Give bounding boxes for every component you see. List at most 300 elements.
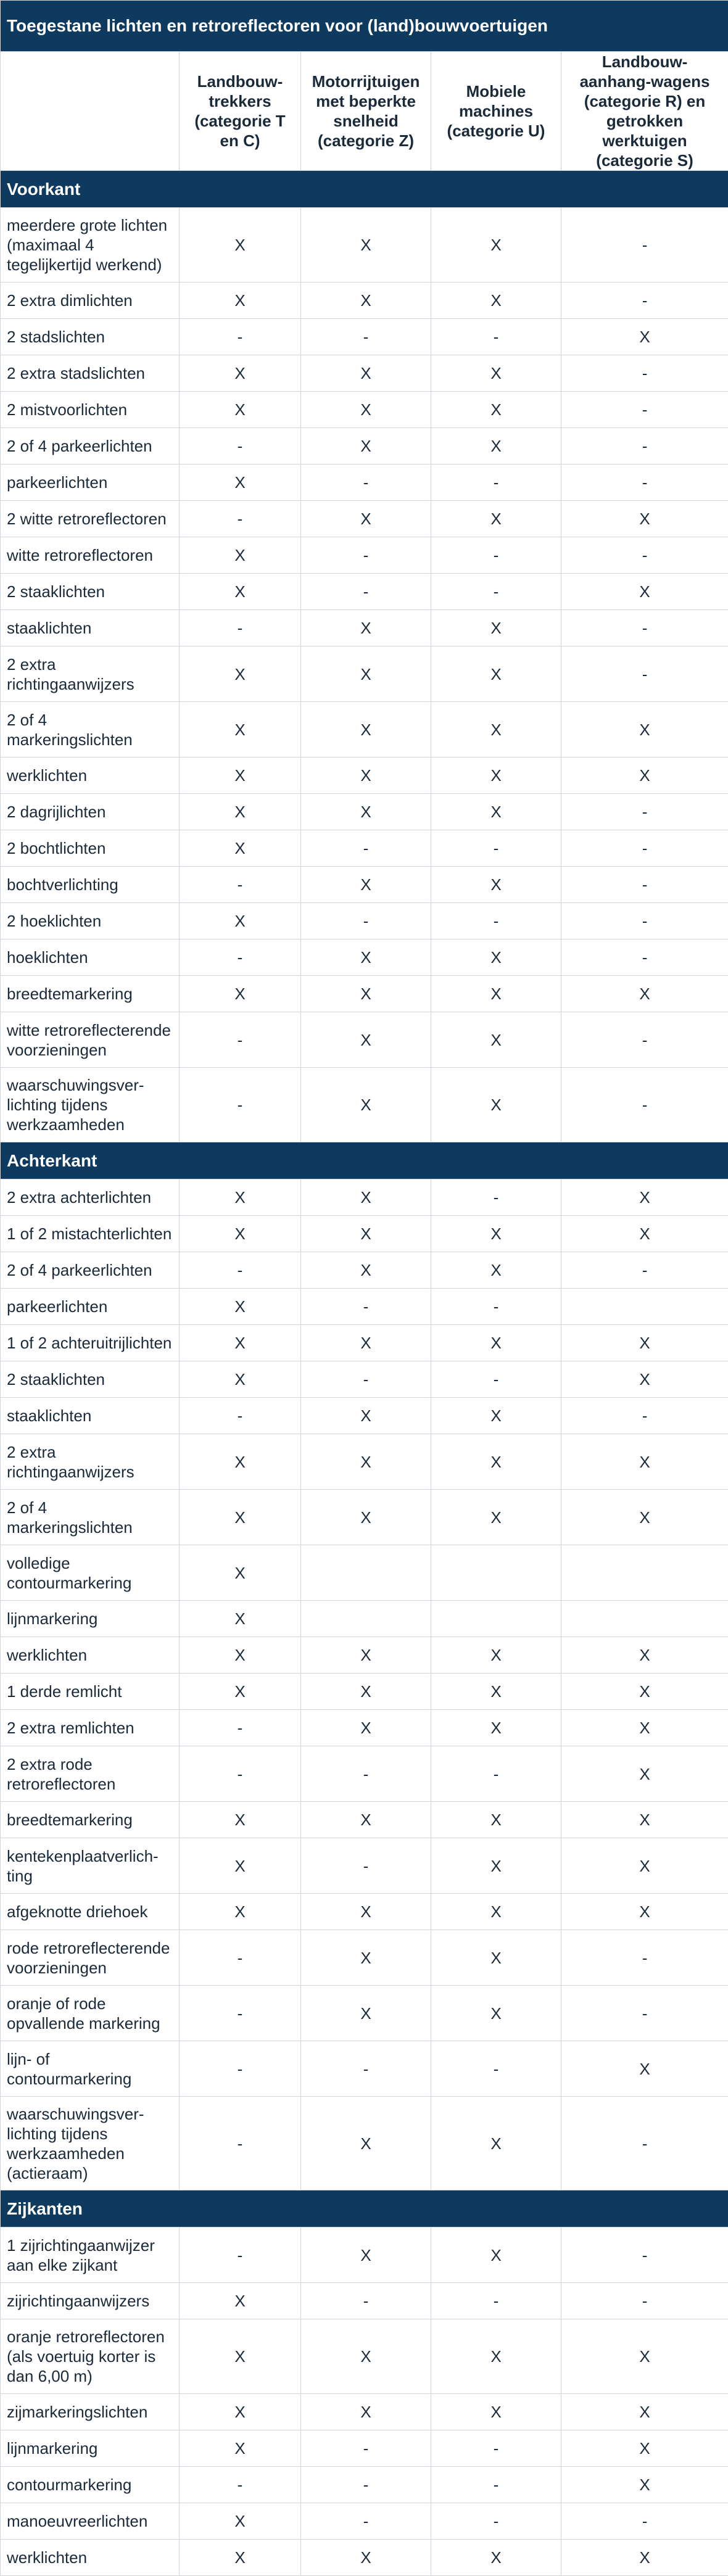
- cell-value: X: [301, 1216, 431, 1252]
- cell-value: -: [561, 1398, 728, 1434]
- row-label: hoeklichten: [1, 939, 180, 976]
- cell-value: X: [431, 283, 561, 319]
- row-label: witte retroreflectoren: [1, 537, 180, 574]
- table-row: [1, 1398, 728, 1434]
- cell-value: X: [431, 702, 561, 758]
- table-row: [1, 1545, 728, 1601]
- cell-value: X: [301, 1930, 431, 1986]
- cell-value: X: [561, 1216, 728, 1252]
- cell-value: X: [180, 1838, 301, 1894]
- cell-value: X: [431, 1710, 561, 1746]
- cell-value: X: [180, 794, 301, 830]
- cell-value: X: [301, 1490, 431, 1545]
- cell-value: X: [180, 1674, 301, 1710]
- cell-value: -: [301, 2041, 431, 2097]
- table-row: [1, 1674, 728, 1710]
- row-label: volledige contourmarkering: [1, 1545, 180, 1601]
- cell-value: -: [180, 2227, 301, 2283]
- cell-value: X: [561, 1490, 728, 1545]
- cell-value: X: [301, 1068, 431, 1142]
- table-row: [1, 1930, 728, 1986]
- cell-value: -: [561, 1252, 728, 1289]
- table-row: [1, 1068, 728, 1142]
- cell-value: -: [301, 537, 431, 574]
- cell-value: X: [180, 1601, 301, 1637]
- row-label: zijmarkeringslichten: [1, 2394, 180, 2430]
- cell-value: -: [301, 1289, 431, 1325]
- cell-value: X: [431, 2097, 561, 2190]
- cell-value: -: [561, 537, 728, 574]
- cell-value: X: [561, 2394, 728, 2430]
- row-label: parkeerlichten: [1, 464, 180, 501]
- cell-value: X: [431, 2319, 561, 2394]
- row-label: 2 of 4 parkeerlichten: [1, 428, 180, 464]
- table-row: [1, 794, 728, 830]
- cell-value: X: [431, 1398, 561, 1434]
- cell-value: -: [431, 1361, 561, 1398]
- cell-value: -: [180, 610, 301, 646]
- cell-value: X: [431, 1490, 561, 1545]
- table-row: [1, 574, 728, 610]
- table-row: [1, 903, 728, 939]
- cell-value: X: [301, 758, 431, 794]
- table-row: [1, 1289, 728, 1325]
- cell-value: X: [180, 1325, 301, 1361]
- cell-value: -: [431, 574, 561, 610]
- cell-value: X: [180, 758, 301, 794]
- cell-value: X: [431, 1325, 561, 1361]
- cell-value: X: [180, 574, 301, 610]
- cell-value: -: [561, 355, 728, 392]
- row-label: 2 hoeklichten: [1, 903, 180, 939]
- cell-value: -: [561, 794, 728, 830]
- cell-value: X: [180, 1637, 301, 1674]
- cell-value: -: [431, 1289, 561, 1325]
- cell-value: -: [180, 501, 301, 537]
- cell-value: X: [431, 208, 561, 283]
- cell-value: X: [431, 1802, 561, 1838]
- cell-value: X: [561, 1179, 728, 1216]
- cell-value: -: [301, 903, 431, 939]
- row-label: 2 of 4 markeringslichten: [1, 1490, 180, 1545]
- table-row: [1, 2283, 728, 2319]
- cell-value: X: [561, 976, 728, 1012]
- row-label: 1 of 2 achteruitrijlichten: [1, 1325, 180, 1361]
- cell-value: X: [431, 1986, 561, 2041]
- cell-value: -: [301, 2503, 431, 2540]
- table-row: [1, 2319, 728, 2394]
- row-label: staaklichten: [1, 1398, 180, 1434]
- cell-value: X: [301, 646, 431, 702]
- row-label: 1 of 2 mistachterlichten: [1, 1216, 180, 1252]
- section-header-voorkant: [1, 171, 728, 208]
- table-row: [1, 1637, 728, 1674]
- row-label: lijnmarkering: [1, 1601, 180, 1637]
- cell-value: -: [431, 2041, 561, 2097]
- row-label: breedtemarkering: [1, 976, 180, 1012]
- cell-value: -: [561, 2503, 728, 2540]
- cell-value: X: [431, 794, 561, 830]
- cell-value: X: [180, 1289, 301, 1325]
- cell-value: X: [301, 1325, 431, 1361]
- row-label: 2 staaklichten: [1, 1361, 180, 1398]
- cell-value: X: [301, 610, 431, 646]
- cell-value: X: [431, 1434, 561, 1490]
- row-label: werklichten: [1, 1637, 180, 1674]
- cell-value: X: [561, 1802, 728, 1838]
- cell-value: X: [561, 319, 728, 355]
- table-row: [1, 392, 728, 428]
- cell-value: -: [301, 1361, 431, 1398]
- table-row: [1, 976, 728, 1012]
- cell-value: X: [180, 976, 301, 1012]
- cell-value: X: [180, 2283, 301, 2319]
- cell-value: X: [180, 2540, 301, 2576]
- cell-value: X: [180, 1490, 301, 1545]
- row-label: breedtemarkering: [1, 1802, 180, 1838]
- cell-value: -: [561, 646, 728, 702]
- cell-value: X: [180, 283, 301, 319]
- cell-value: X: [431, 2540, 561, 2576]
- cell-value: -: [431, 319, 561, 355]
- cell-value: -: [561, 2097, 728, 2190]
- cell-value: X: [301, 702, 431, 758]
- table-row: [1, 2227, 728, 2283]
- row-label: lijn- of contourmarkering: [1, 2041, 180, 2097]
- cell-value: -: [180, 1398, 301, 1434]
- cell-value: -: [431, 2430, 561, 2467]
- cell-value: -: [180, 1012, 301, 1068]
- row-label: 2 extra dimlichten: [1, 283, 180, 319]
- cell-value: X: [431, 501, 561, 537]
- cell-value: X: [301, 2540, 431, 2576]
- cell-value: X: [301, 794, 431, 830]
- cell-value: -: [301, 2467, 431, 2503]
- cell-value: -: [180, 1068, 301, 1142]
- cell-value: X: [431, 646, 561, 702]
- row-label: 2 bochtlichten: [1, 830, 180, 867]
- cell-value: -: [180, 1252, 301, 1289]
- table-row: [1, 2503, 728, 2540]
- cell-value: X: [180, 355, 301, 392]
- cell-value: -: [561, 1068, 728, 1142]
- cell-value: X: [561, 2319, 728, 2394]
- cell-value: X: [431, 758, 561, 794]
- table-body: [1, 171, 728, 2576]
- row-label: 2 stadslichten: [1, 319, 180, 355]
- table-row: [1, 939, 728, 976]
- cell-value: X: [301, 1012, 431, 1068]
- cell-value: X: [431, 1894, 561, 1930]
- table-row: [1, 610, 728, 646]
- table-row: [1, 1216, 728, 1252]
- table-row: [1, 355, 728, 392]
- cell-value: X: [561, 1894, 728, 1930]
- cell-value: -: [180, 1710, 301, 1746]
- table-row: [1, 2097, 728, 2190]
- row-label: contourmarkering: [1, 2467, 180, 2503]
- cell-value: -: [180, 2041, 301, 2097]
- cell-value: X: [561, 1637, 728, 1674]
- section-title: Voorkant: [1, 171, 728, 208]
- table-row: [1, 428, 728, 464]
- cell-value: X: [301, 208, 431, 283]
- table-row: [1, 464, 728, 501]
- cell-value: X: [301, 1710, 431, 1746]
- cell-value: X: [561, 1674, 728, 1710]
- cell-value: -: [301, 830, 431, 867]
- cell-value: -: [180, 1930, 301, 1986]
- cell-value: -: [301, 2283, 431, 2319]
- cell-value: -: [431, 2283, 561, 2319]
- table-row: [1, 1802, 728, 1838]
- cell-value: X: [431, 610, 561, 646]
- cell-value: X: [180, 830, 301, 867]
- cell-value: -: [561, 903, 728, 939]
- table-row: [1, 758, 728, 794]
- row-label: witte retroreflecterende voorzieningen: [1, 1012, 180, 1068]
- cell-value: X: [301, 501, 431, 537]
- cell-value: X: [180, 903, 301, 939]
- row-label: meerdere grote lichten (maximaal 4 tegelijkertijd werkend): [1, 208, 180, 283]
- cell-value: X: [431, 355, 561, 392]
- cell-value: X: [180, 464, 301, 501]
- cell-value: X: [301, 392, 431, 428]
- row-label: 2 dagrijlichten: [1, 794, 180, 830]
- cell-value: X: [301, 1637, 431, 1674]
- cell-value: X: [301, 2394, 431, 2430]
- row-label: bochtverlichting: [1, 867, 180, 903]
- cell-value: X: [301, 976, 431, 1012]
- cell-value: X: [431, 976, 561, 1012]
- cell-value: X: [301, 939, 431, 976]
- cell-value: -: [431, 537, 561, 574]
- cell-value: X: [301, 2319, 431, 2394]
- row-label: 2 extra rode retroreflectoren: [1, 1746, 180, 1802]
- cell-value: -: [301, 1746, 431, 1802]
- cell-value: X: [301, 1986, 431, 2041]
- cell-value: X: [431, 1012, 561, 1068]
- cell-value: -: [561, 392, 728, 428]
- cell-value: X: [180, 702, 301, 758]
- cell-value: -: [431, 903, 561, 939]
- cell-value: X: [561, 1710, 728, 1746]
- cell-value: X: [180, 1802, 301, 1838]
- cell-value: [431, 1545, 561, 1601]
- cell-value: X: [561, 1434, 728, 1490]
- cell-value: -: [180, 2467, 301, 2503]
- cell-value: X: [561, 758, 728, 794]
- cell-value: X: [180, 392, 301, 428]
- title-row: [1, 1, 728, 52]
- table-row: [1, 537, 728, 574]
- cell-value: -: [561, 2227, 728, 2283]
- table-row: [1, 1361, 728, 1398]
- cell-value: -: [561, 1986, 728, 2041]
- cell-value: -: [561, 830, 728, 867]
- table-row: [1, 1012, 728, 1068]
- table-row: [1, 2041, 728, 2097]
- row-label: 2 mistvoorlichten: [1, 392, 180, 428]
- table-row: [1, 2540, 728, 2576]
- row-label: 2 of 4 markeringslichten: [1, 702, 180, 758]
- cell-value: -: [431, 464, 561, 501]
- row-label: manoeuvreerlichten: [1, 2503, 180, 2540]
- table-row: [1, 2467, 728, 2503]
- table-row: [1, 830, 728, 867]
- row-label: kentekenplaatverlich-ting: [1, 1838, 180, 1894]
- row-label: parkeerlichten: [1, 1289, 180, 1325]
- cell-value: -: [180, 319, 301, 355]
- cell-value: X: [561, 2467, 728, 2503]
- cell-value: -: [301, 1838, 431, 1894]
- cell-value: X: [561, 2430, 728, 2467]
- cell-value: -: [561, 464, 728, 501]
- cell-value: X: [180, 537, 301, 574]
- cell-value: X: [431, 392, 561, 428]
- cell-value: X: [180, 646, 301, 702]
- table-row: [1, 1601, 728, 1637]
- cell-value: -: [561, 283, 728, 319]
- table-row: [1, 1490, 728, 1545]
- cell-value: X: [180, 2319, 301, 2394]
- cell-value: [301, 1601, 431, 1637]
- cell-value: X: [180, 1216, 301, 1252]
- row-label: rode retroreflecterende voorzieningen: [1, 1930, 180, 1986]
- cell-value: X: [561, 574, 728, 610]
- cell-value: X: [180, 1434, 301, 1490]
- row-label: oranje of rode opvallende markering: [1, 1986, 180, 2041]
- cell-value: -: [431, 2503, 561, 2540]
- table-row: [1, 2394, 728, 2430]
- table-row: [1, 867, 728, 903]
- table-row: [1, 501, 728, 537]
- row-label: 2 staaklichten: [1, 574, 180, 610]
- row-label: oranje retroreflectoren (als voertuig korter is dan 6,00 m): [1, 2319, 180, 2394]
- cell-value: X: [301, 1674, 431, 1710]
- cell-value: X: [431, 867, 561, 903]
- cell-value: X: [561, 2041, 728, 2097]
- cell-value: X: [561, 1746, 728, 1802]
- row-label: 2 extra richtingaanwijzers: [1, 646, 180, 702]
- row-label: zijrichtingaanwijzers: [1, 2283, 180, 2319]
- cell-value: -: [431, 1746, 561, 1802]
- cell-value: X: [431, 939, 561, 976]
- row-label: 2 extra stadslichten: [1, 355, 180, 392]
- cell-value: X: [301, 428, 431, 464]
- row-label: 1 derde remlicht: [1, 1674, 180, 1710]
- cell-value: X: [431, 1252, 561, 1289]
- row-label: 2 extra remlichten: [1, 1710, 180, 1746]
- section-title: Zijkanten: [1, 2190, 728, 2227]
- column-header-label: [1, 52, 180, 171]
- cell-value: [431, 1601, 561, 1637]
- cell-value: X: [180, 1179, 301, 1216]
- cell-value: X: [180, 1894, 301, 1930]
- cell-value: X: [431, 1068, 561, 1142]
- row-label: 2 extra achterlichten: [1, 1179, 180, 1216]
- row-label: 2 witte retroreflectoren: [1, 501, 180, 537]
- table-row: [1, 283, 728, 319]
- row-label: werklichten: [1, 2540, 180, 2576]
- cell-value: X: [180, 1545, 301, 1601]
- table-title: Toegestane lichten en retroreflectoren voor (land)bouwvoertuigen: [1, 1, 728, 52]
- section-header-achterkant: [1, 1142, 728, 1179]
- table-row: [1, 1894, 728, 1930]
- cell-value: X: [561, 1838, 728, 1894]
- cell-value: [561, 1601, 728, 1637]
- cell-value: [561, 1545, 728, 1601]
- table-row: [1, 1434, 728, 1490]
- section-header-zijkanten: [1, 2190, 728, 2227]
- cell-value: -: [431, 1179, 561, 1216]
- cell-value: X: [431, 428, 561, 464]
- cell-value: X: [561, 501, 728, 537]
- cell-value: X: [301, 1179, 431, 1216]
- cell-value: X: [561, 2540, 728, 2576]
- cell-value: -: [561, 2283, 728, 2319]
- cell-value: X: [301, 1802, 431, 1838]
- cell-value: X: [180, 1361, 301, 1398]
- row-label: afgeknotte driehoek: [1, 1894, 180, 1930]
- cell-value: X: [561, 702, 728, 758]
- cell-value: -: [561, 208, 728, 283]
- column-header-mobiele-machines: Mobiele machines (categorie U): [431, 52, 561, 171]
- cell-value: -: [561, 610, 728, 646]
- table-row: [1, 319, 728, 355]
- cell-value: -: [180, 428, 301, 464]
- cell-value: -: [180, 939, 301, 976]
- cell-value: [301, 1545, 431, 1601]
- cell-value: X: [431, 2394, 561, 2430]
- table-row: [1, 1838, 728, 1894]
- cell-value: X: [180, 2503, 301, 2540]
- cell-value: -: [301, 574, 431, 610]
- row-label: 2 extra richtingaanwijzers: [1, 1434, 180, 1490]
- table-row: [1, 1746, 728, 1802]
- cell-value: -: [561, 939, 728, 976]
- cell-value: -: [431, 2467, 561, 2503]
- table-row: [1, 1325, 728, 1361]
- cell-value: X: [301, 1894, 431, 1930]
- cell-value: -: [561, 1930, 728, 1986]
- cell-value: X: [301, 1398, 431, 1434]
- row-label: waarschuwingsver-lichting tijdens werkzaamheden: [1, 1068, 180, 1142]
- column-header-aanhangwagens: Landbouw-aanhang-wagens (categorie R) en getrokken werktuigen (categorie S): [561, 52, 728, 171]
- cell-value: X: [431, 2227, 561, 2283]
- column-header-motorrijtuigen: Motorrijtuigen met beperkte snelheid (categorie Z): [301, 52, 431, 171]
- cell-value: -: [561, 428, 728, 464]
- cell-value: X: [301, 1252, 431, 1289]
- row-label: waarschuwingsver-lichting tijdens werkzaamheden (actieraam): [1, 2097, 180, 2190]
- row-label: werklichten: [1, 758, 180, 794]
- table-row: [1, 2430, 728, 2467]
- table-row: [1, 1986, 728, 2041]
- cell-value: X: [431, 1216, 561, 1252]
- cell-value: X: [301, 2097, 431, 2190]
- column-header-row: [1, 52, 728, 171]
- cell-value: -: [180, 1746, 301, 1802]
- cell-value: -: [301, 2430, 431, 2467]
- column-header-landbouwtrekkers: Landbouw-trekkers (categorie T en C): [180, 52, 301, 171]
- row-label: 1 zijrichtingaanwijzer aan elke zijkant: [1, 2227, 180, 2283]
- cell-value: X: [301, 1434, 431, 1490]
- cell-value: -: [180, 2097, 301, 2190]
- table-row: [1, 702, 728, 758]
- cell-value: -: [180, 1986, 301, 2041]
- table-row: [1, 208, 728, 283]
- cell-value: X: [431, 1838, 561, 1894]
